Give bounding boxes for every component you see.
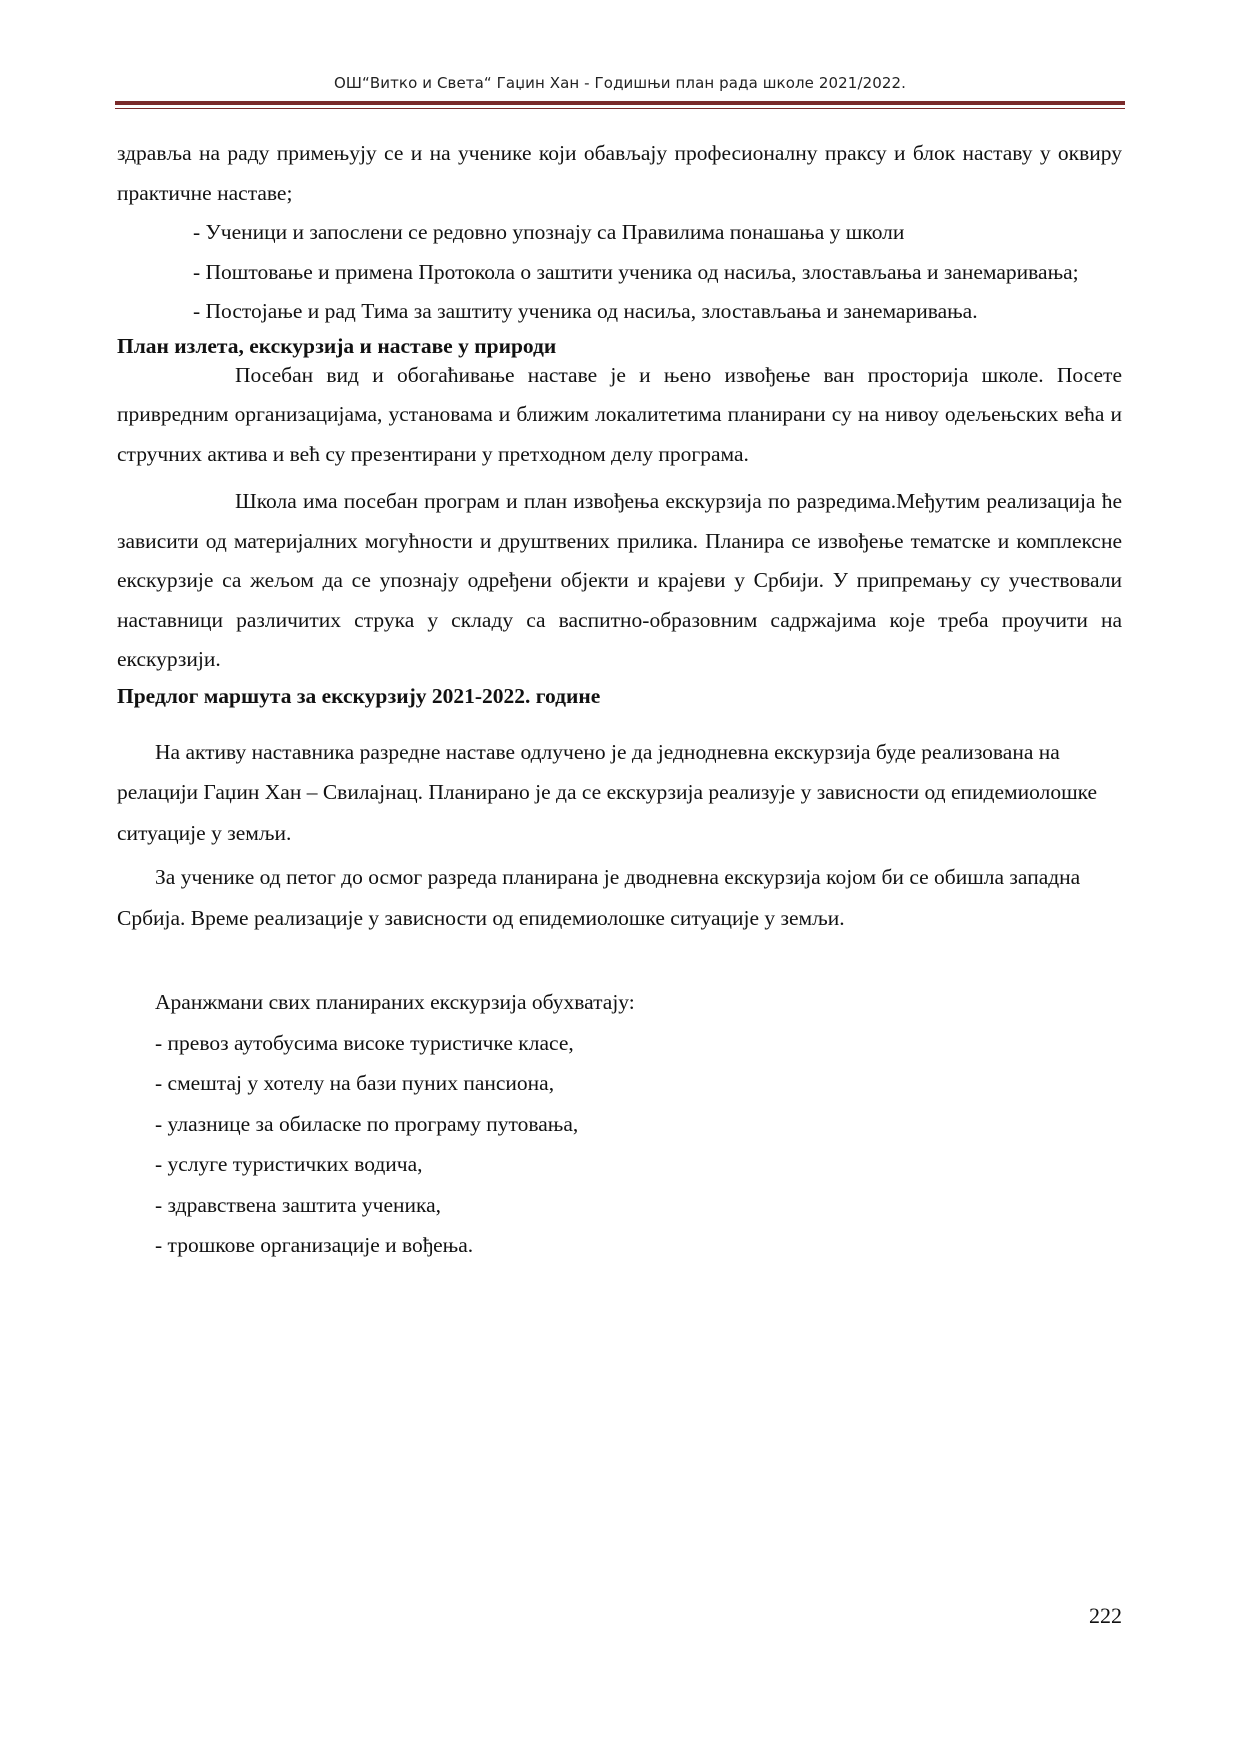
header-rule-thick <box>115 101 1125 105</box>
arrangements-item: - превоз аутобусима високе туристичке класе, <box>155 1030 574 1055</box>
arrangements-item: - смештај у хотелу на бази пуних пансиона, <box>155 1071 555 1095</box>
document-body <box>117 134 1122 1266</box>
routes-paragraph-1: На активу наставника разредне наставе одлучено је да једнодневна екскурзија буде реализована на релацији Гаџин Хан – Свилајнац. Планирано је да се екскурзија реализује у зависности од епидемиолошке ситуације у земљи. <box>117 739 1098 845</box>
arrangements-intro: Аранжмани свих планираних екскурзија обухватају: <box>155 990 635 1014</box>
arrangements-item: - услуге туристичких водича, <box>155 1152 423 1176</box>
section-heading-routes: Предлог маршута за екскурзију 2021-2022. године <box>117 683 601 708</box>
running-header: ОШ“Витко и Света“ Гаџин Хан - Годишњи план рада школе 2021/2022. <box>333 74 907 92</box>
header-rule-thin <box>115 108 1125 109</box>
routes-paragraph-2: За ученике од петог до осмог разреда планирана је дводневна екскурзија којом би се обишла западна Србија. Време реализације у зависности од епидемиолошке ситуације у земљи. <box>117 865 1081 930</box>
excursion-paragraph-1: Посебан вид и обогаћивање наставе је и њено извођење ван просторија школе. Посете привредним организацијама, установама и ближим локалитетима планирани су на нивоу одељењских већа и стручних актива и већ су презентирани у претходном делу програма. <box>117 362 1122 466</box>
rules-item-1: - Ученици и запослени се редовно упознају са Правилима понашања у школи <box>193 220 905 244</box>
rules-item-3: - Постојање и рад Тима за заштиту ученика од насиља, злостављања и занемаривања. <box>193 299 978 323</box>
arrangements-item: - улазнице за обиласке по програму путовања, <box>155 1111 579 1136</box>
section-heading-excursions: План излета, екскурзија и наставе у природи <box>117 333 557 358</box>
arrangements-item: - трошкове организације и вођења. <box>155 1233 474 1257</box>
page-number: 222 <box>1089 1603 1122 1628</box>
routes-section <box>117 732 1122 1266</box>
excursion-paragraph-2: Школа има посебан програм и план извођења екскурзија по разредима.Међутим реализација ће зависити од материјалних могућности и друштвених прилика. Планира се извођење тематске и комплексне екскурзије са жељом да се упознају одређени објекти и крајеви у Србији. У припремању су учествовали наставници различитих струка у складу са васпитно-образовним садржајима које треба проучити на екскурзији. <box>117 489 1122 671</box>
paragraph-continued: здравља на раду примењују се и на ученике који обављају професионалну праксу и блок наставу у оквиру практичне наставе; <box>117 141 1122 205</box>
rules-item-2: - Поштовање и примена Протокола о заштити ученика од насиља, злостављања и занемаривања; <box>193 259 1079 284</box>
arrangements-item: - здравствена заштита ученика, <box>155 1192 442 1217</box>
